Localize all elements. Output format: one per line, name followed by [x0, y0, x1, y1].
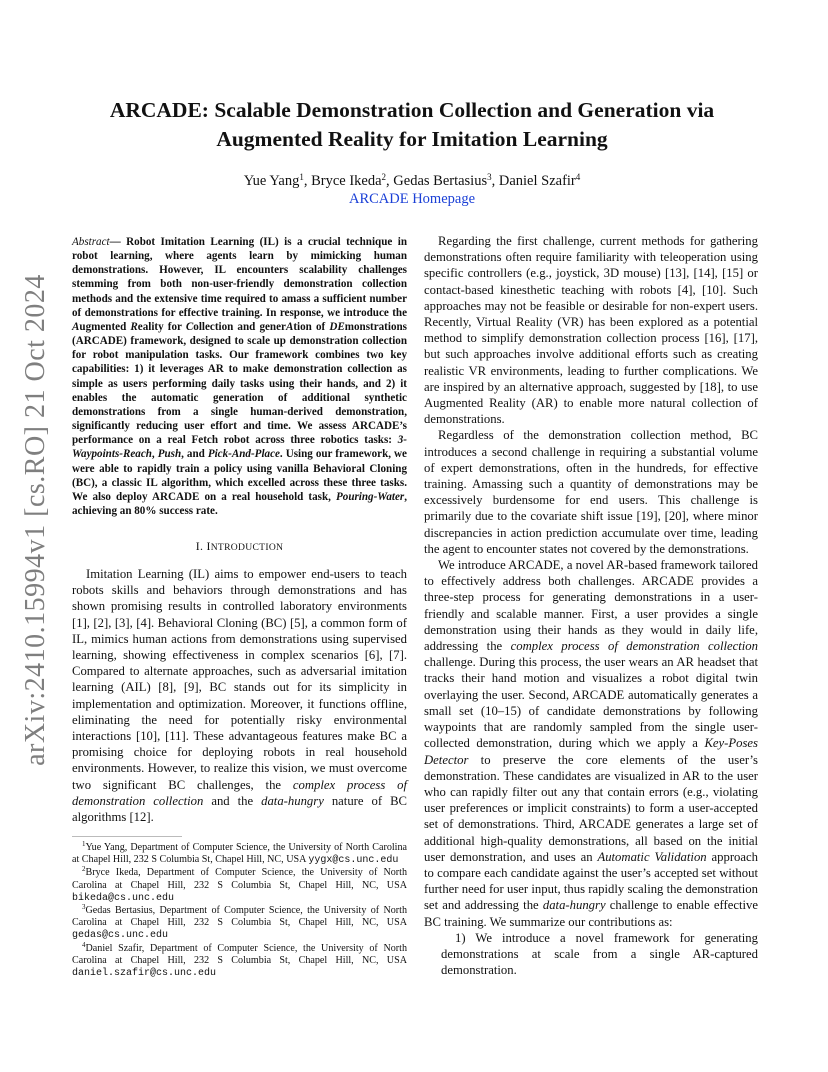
text-run: challenge. During this process, the user wears an AR headset that tracks their hand motion and visualizes a robot digital twin overlaying the user. Second, ARCADE automatically generates a small set (10–15) of candidate demonstrations by following waypoints that are randomly sampled from the single user-collected demonstration, during which we apply a [424, 655, 758, 751]
author: Gedas Bertasius$^3$, [393, 172, 499, 189]
emphasis-text: Pick-And-Place [207, 448, 280, 461]
footnote: $^3$Gedas Bertasius, Department of Computer Science, the University of North Carolina at Chapel Hill, 232 S Columbia St, Chapel Hill, NC, USA gedas@cs.unc.edu [72, 903, 407, 942]
abstract-label: Abstract [72, 236, 110, 248]
arxiv-identifier: arXiv:2410.15994v1 [cs.RO] 21 Oct 2024 [20, 274, 52, 766]
text-run: approach to compare each candidate against the user’s accepted set without further need for user input, thus rapidly scaling the demonstration set and addressing the [424, 849, 759, 913]
author-email: daniel.szafir@cs.unc.edu [72, 968, 217, 980]
text-run: challenge to enable effective BC training. We summarize our contributions as: [424, 898, 758, 929]
text-run: , achieving an 80% success rate. [72, 490, 407, 517]
text-run: eality for [137, 320, 186, 333]
homepage-link[interactable]: ARCADE Homepage [348, 191, 476, 207]
emphasis-text: A [72, 320, 80, 333]
author: Yue Yang$^1$, [243, 172, 312, 189]
paragraph [424, 427, 758, 557]
emphasis-text: 3-Waypoints-Reach [72, 434, 407, 461]
author-list [80, 171, 744, 191]
emphasis-text: data-hungry [261, 793, 324, 808]
right-column-text [424, 233, 758, 978]
emphasis-text: Automatic Validation [597, 849, 707, 864]
abstract [72, 235, 407, 518]
title-line-1: ARCADE: Scalable Demonstration Collection and Generation via [109, 98, 715, 122]
emphasis-text: Pouring-Water [336, 490, 405, 503]
paragraph [72, 566, 407, 825]
text-run: nature of BC algorithms [12]. [72, 793, 407, 825]
paper-title [80, 96, 744, 154]
author-email: gedas@cs.unc.edu [72, 930, 169, 942]
contribution-item: 1) We introduce a novel framework for generating demonstrations at scale from a single AR-captured demonstration. [441, 930, 758, 978]
text-run: to preserve the core elements of the user’s demonstration. These candidates are visualized in AR to the user who can rapidly filter out any that contain errors (e.g., violating user preferences or implicit constraints) to form a user-accepted set of demonstrations. Third, ARCADE generates a large set of additional high-quality demonstrations, all based on the initial user demonstration, and uses an [424, 752, 758, 864]
text-run: and the [203, 793, 262, 808]
text-run: . Using our framework, we were able to rapidly train a policy using vanilla Behavioral Cloning (BC), a classic IL algorithm, which excelled across these three tasks. We also deploy ARCADE on a real household task, [72, 448, 407, 503]
text-run: , and [181, 448, 208, 461]
emphasis-text: complex process of demonstration collection [72, 777, 408, 808]
text-run: Robot Imitation Learning (IL) is a crucial technique in robot learning, where agents learn by mimicking human demonstrations. However, IL encounters scalability challenges stemming from both non-user-friendly demonstration collection methods and the extensive time required to amass a sufficient number of demonstrations for effective training. In response, we introduce the [72, 236, 407, 319]
footnotes [72, 842, 407, 980]
emphasis-text: complex process of demonstration collection [510, 639, 758, 654]
abstract-dash: — [109, 236, 127, 248]
emphasis-text: C [185, 320, 194, 333]
author-email: yygx@cs.unc.edu [308, 855, 399, 867]
emphasis-text: Push [157, 448, 182, 461]
abstract-body [72, 236, 407, 517]
footnote: $^4$Daniel Szafir, Department of Computer Science, the University of North Carolina at Chapel Hill, 232 S Columbia St, Chapel Hill, NC, USA daniel.szafir@cs.unc.edu [72, 940, 407, 980]
text-run: We introduce ARCADE, a novel AR-based framework tailored to effectively address both challenges. ARCADE provides a three-step process for generating demonstrations in a user-friendly and scalable manner. First, a user provides a single demonstration using their hands as they would in daily life, addressing the [424, 558, 758, 654]
author: Daniel Szafir$^4$ [498, 172, 581, 189]
title-line-2: Augmented Reality for Imitation Learning [216, 127, 608, 151]
intro-text [72, 566, 407, 825]
footnote-separator [72, 836, 182, 837]
emphasis-text: DE [329, 320, 345, 333]
text-run: ugmented [79, 320, 131, 333]
emphasis-text: Key-Poses Detector [424, 736, 758, 767]
text-run: Imitation Learning (IL) aims to empower end-users to teach robots skills and behaviors through demonstrations and has shown promising results in controlled laboratory environments [1], [2], [3], [4]. Behavioral Cloning (BC) [5], a common form of IL, mimics human actions from demonstrations using supervised learning, showing effectiveness in complex scenarios [6], [7]. Compared to alternate approaches, such as adversarial imitation learning (AIL) [8], [9], BC stands out for its simplicity in implementation and optimization. Moreover, it functions offline, eliminating the need for potentially risky environmental interactions [10], [11]. These advantageous features make BC a promising choice for deploying robots in real household environments. However, to realize this vision, we must overcome two significant BC challenges, the [72, 567, 407, 792]
text-run: tion of [293, 320, 330, 333]
emphasis-text: R [130, 320, 138, 333]
text-run: monstrations (ARCADE) framework, designed to scale up demonstration collection for robot manipulation tasks. Our framework combines two key capabilities: 1) it leverages AR to make demonstration collection as simple as users performing daily tasks using their hands, and 2) it enables the automatic generation of additional synthetic demonstrations from a single human-derived demonstration, significantly reducing user effort and time. We assess ARCADE’s performance on a real Fetch robot across three robotics tasks: [72, 320, 407, 447]
text-run: ollection and gener [193, 320, 286, 333]
footnote: $^2$Bryce Ikeda, Department of Computer Science, the University of North Carolina at Chapel Hill, 232 S Columbia St, Chapel Hill, NC, USA bikeda@cs.unc.edu [72, 865, 407, 904]
emphasis-text: A [285, 320, 294, 333]
footnote: $^1$Yue Yang, Department of Computer Science, the University of North Carolina at Chapel Hill, 232 S Columbia St, Chapel Hill, NC, USA yygx@cs.unc.edu [72, 840, 407, 867]
text-run: Regardless of the demonstration collection method, BC introduces a second challenge in requiring a substantial volume of expert demonstrations, often in the hundreds, for effective training. Amassing such a quantity of demonstrations may be excessively burdensome for end users. This challenge is primarily due to the covariate shift issue [19], [20], where minor discrepancies in action prediction accumulate over time, leading the agent to encounter states not covered by the demonstrations. [424, 428, 758, 556]
author-email: bikeda@cs.unc.edu [72, 892, 175, 904]
section-heading-introduction: I. INTRODUCTION [195, 539, 284, 553]
paragraph [424, 233, 758, 427]
text-run: , [151, 448, 158, 461]
emphasis-text: data-hungry [542, 898, 606, 913]
paragraph [424, 557, 758, 930]
author: Bryce Ikeda$^2$, [311, 172, 394, 189]
text-run: Regarding the first challenge, current methods for gathering demonstrations often require familiarity with teleoperation using specific controllers (e.g., joystick, 3D mouse) [13], [14], [15] or contact-based kinesthetic teaching with robots [4], [10]. Such approaches may not be feasible or desirable for non-expert users. Recently, Virtual Reality (VR) has been explored as a potential method to simplify demonstration collection process [16], [17], but such approaches involve additional efforts such as creating realistic VR environments, leading to further complications. We are inspired by an alternative approach, suggested by [18], to use Augmented Reality (AR) to enable more natural collection of demonstrations. [424, 234, 758, 427]
arxiv-sidebar [8, 274, 64, 766]
